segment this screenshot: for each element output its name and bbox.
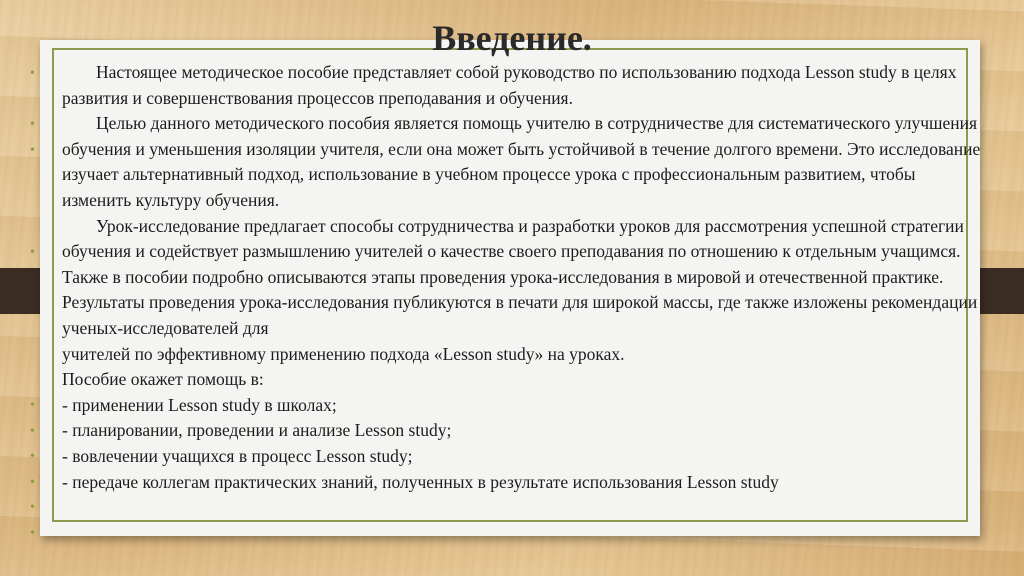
paragraph-help-intro: Пособие окажет помощь в: [62, 369, 264, 390]
bullet-marker: • [30, 398, 35, 413]
list-item: - применении Lesson study в школах; [62, 394, 337, 415]
paragraph-lesson-research: Урок-исследование предлагает способы сотрудничества и разработки уроков для рассмотрения успешной стратегии обучения и содействует размышлению учителей о качестве своего преподавания по отношению к отдельным учащимся. Также в пособии подробно описываются этапы проведения урока-исследования в мировой и отечественной практике. Результаты проведения урока-исследования публикуются в печати для широкой массы, где также изложены рекомендации ученых-исследователей для [62, 215, 978, 338]
bullet-marker: • [30, 117, 35, 132]
paragraph-purpose: Целью данного методического пособия является помощь учителю в сотрудничестве для систематического улучшения обучения и уменьшения изоляции учителя, если она может быть устойчивой в течение долгого времени. Это исследование изучает альтернативный подход, использование в учебном процессе урока с профессиональным развитием, чтобы изменить культуру обучения. [62, 113, 981, 210]
bullet-marker: • [30, 449, 35, 464]
bullet-marker: • [30, 143, 35, 158]
bullet-marker: • [30, 245, 35, 260]
bullet-marker: • [30, 424, 35, 439]
slide-title: Введение. [432, 18, 592, 58]
bullet-marker: • [30, 66, 35, 81]
paragraph-introduction: Настоящее методическое пособие представляет собой руководство по использованию подхода Lesson study в целях развития и совершенствования процессов преподавания и обучения. [62, 62, 957, 108]
paragraph-teachers-application: учителей по эффективному применению подхода «Lesson study» на уроках. [62, 343, 625, 364]
list-item: - вовлечении учащихся в процесс Lesson study; [62, 445, 413, 466]
list-item: - передаче коллегам практических знаний, полученных в результате использования Lesson study [62, 471, 779, 492]
bullet-marker: • [30, 526, 35, 541]
bullet-marker: • [30, 475, 35, 490]
list-item: - планировании, проведении и анализе Lesson study; [62, 420, 452, 441]
slide-body [62, 60, 982, 495]
bullet-marker: • [30, 500, 35, 515]
